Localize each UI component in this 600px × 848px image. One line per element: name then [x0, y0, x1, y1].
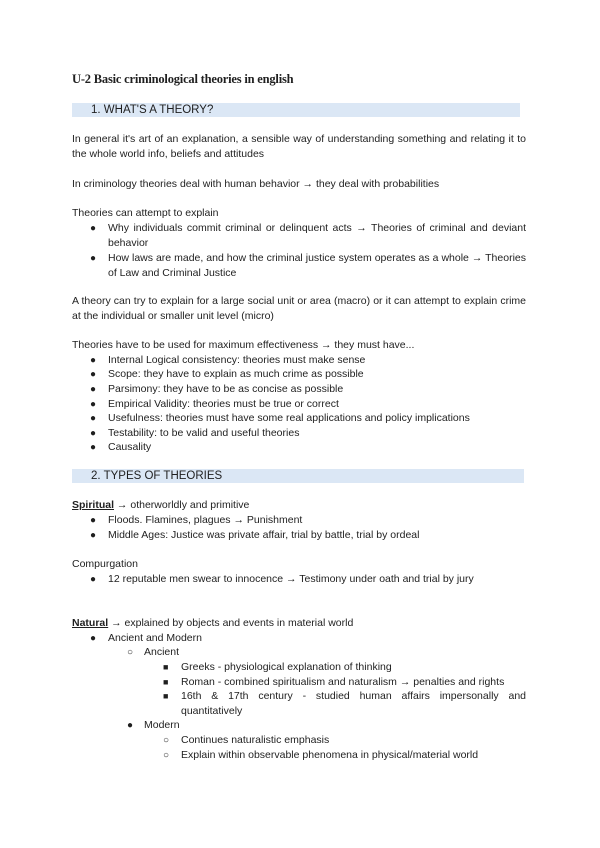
paragraph-behavior: In criminology theories deal with human behavior → they deal with probabilities — [72, 178, 440, 190]
bullet-dot-icon: ● — [90, 633, 97, 644]
list-item-ancient: Ancient — [144, 646, 180, 658]
bullet-square-icon: ■ — [163, 677, 169, 687]
paragraph-compurgation: Compurgation — [72, 558, 138, 570]
list-item-explain-2: How laws are made, and how the criminal justice system operates as a whole → Theories of Law and Criminal Justice — [108, 252, 526, 279]
natural-description: → explained by objects and events in material world — [108, 617, 354, 629]
list-item-ancient-detail: 16th & 17th century - studied human affairs impersonally and quantitatively — [181, 690, 526, 717]
bullet-circle-icon: ○ — [163, 735, 170, 746]
bullet-dot-icon: ● — [90, 428, 97, 439]
paragraph-spiritual — [72, 498, 249, 513]
heading-highlight — [72, 103, 89, 117]
bullet-dot-icon: ● — [90, 515, 97, 526]
section-heading-what-is-theory — [72, 103, 520, 117]
list-item-criterion: Internal Logical consistency: theories must make sense — [108, 354, 366, 366]
list-item-ancient-detail: Roman - combined spiritualism and naturalism → penalties and rights — [181, 676, 505, 688]
list-item-ancient-detail: Greeks - physiological explanation of thinking — [181, 661, 392, 673]
list-item-criterion: Testability: to be valid and useful theories — [108, 427, 300, 439]
list-item-modern-detail: Explain within observable phenomena in physical/material world — [181, 749, 479, 761]
bullet-dot-icon: ● — [90, 399, 97, 410]
paragraph-explain-intro: Theories can attempt to explain — [72, 207, 219, 219]
list-item-compurgation: 12 reputable men swear to innocence → Testimony under oath and trial by jury — [108, 573, 474, 585]
section-heading-text: 1. WHAT'S A THEORY? — [89, 103, 217, 117]
heading-highlight — [72, 469, 89, 483]
list-item-criterion: Usefulness: theories must have some real applications and policy implications — [108, 412, 470, 424]
paragraph-definition: In general it's art of an explanation, a sensible way of understanding something and relating it to the whole world info, beliefs and attitudes — [72, 133, 526, 160]
document-title: U-2 Basic criminological theories in english — [72, 72, 294, 86]
list-item-criterion: Empirical Validity: theories must be true or correct — [108, 398, 339, 410]
paragraph-natural — [72, 616, 353, 631]
list-item-ancient-modern: Ancient and Modern — [108, 632, 202, 644]
list-item-spiritual: Middle Ages: Justice was private affair, trial by battle, trial by ordeal — [108, 529, 420, 541]
list-item-criterion: Causality — [108, 441, 152, 453]
bullet-dot-icon: ● — [90, 253, 97, 264]
bullet-dot-icon: ● — [90, 442, 97, 453]
section-heading-text: 2. TYPES OF THEORIES — [89, 469, 226, 483]
list-item-spiritual: Floods. Flamines, plagues → Punishment — [108, 514, 303, 526]
list-item-modern-detail: Continues naturalistic emphasis — [181, 734, 330, 746]
list-item-modern: Modern — [144, 719, 180, 731]
bullet-square-icon: ■ — [163, 691, 169, 701]
list-item-explain-1: Why individuals commit criminal or delinquent acts → Theories of criminal and deviant behavior — [108, 222, 526, 249]
list-item-criterion: Scope: they have to explain as much crime as possible — [108, 368, 364, 380]
bullet-dot-icon: ● — [90, 530, 97, 541]
bullet-dot-icon: ● — [90, 574, 97, 585]
spiritual-description: → otherworldly and primitive — [114, 499, 250, 511]
list-item-criterion: Parsimony: they have to be as concise as possible — [108, 383, 344, 395]
paragraph-criteria-intro: Theories have to be used for maximum effectiveness → they must have... — [72, 339, 415, 351]
term-natural: Natural — [72, 617, 109, 629]
bullet-dot-icon: ● — [90, 369, 97, 380]
section-heading-types-of-theories — [72, 469, 524, 483]
bullet-circle-icon: ○ — [163, 750, 170, 761]
bullet-circle-icon: ○ — [127, 647, 134, 658]
bullet-dot-icon: ● — [90, 223, 97, 234]
term-spiritual: Spiritual — [72, 499, 115, 511]
bullet-square-icon: ■ — [163, 662, 169, 672]
paragraph-macro-micro: A theory can try to explain for a large social unit or area (macro) or it can attempt to explain crime at the individual or smaller unit level (micro) — [72, 295, 526, 322]
bullet-dot-icon: ● — [127, 720, 134, 731]
bullet-dot-icon: ● — [90, 413, 97, 424]
bullet-dot-icon: ● — [90, 355, 97, 366]
bullet-dot-icon: ● — [90, 384, 97, 395]
